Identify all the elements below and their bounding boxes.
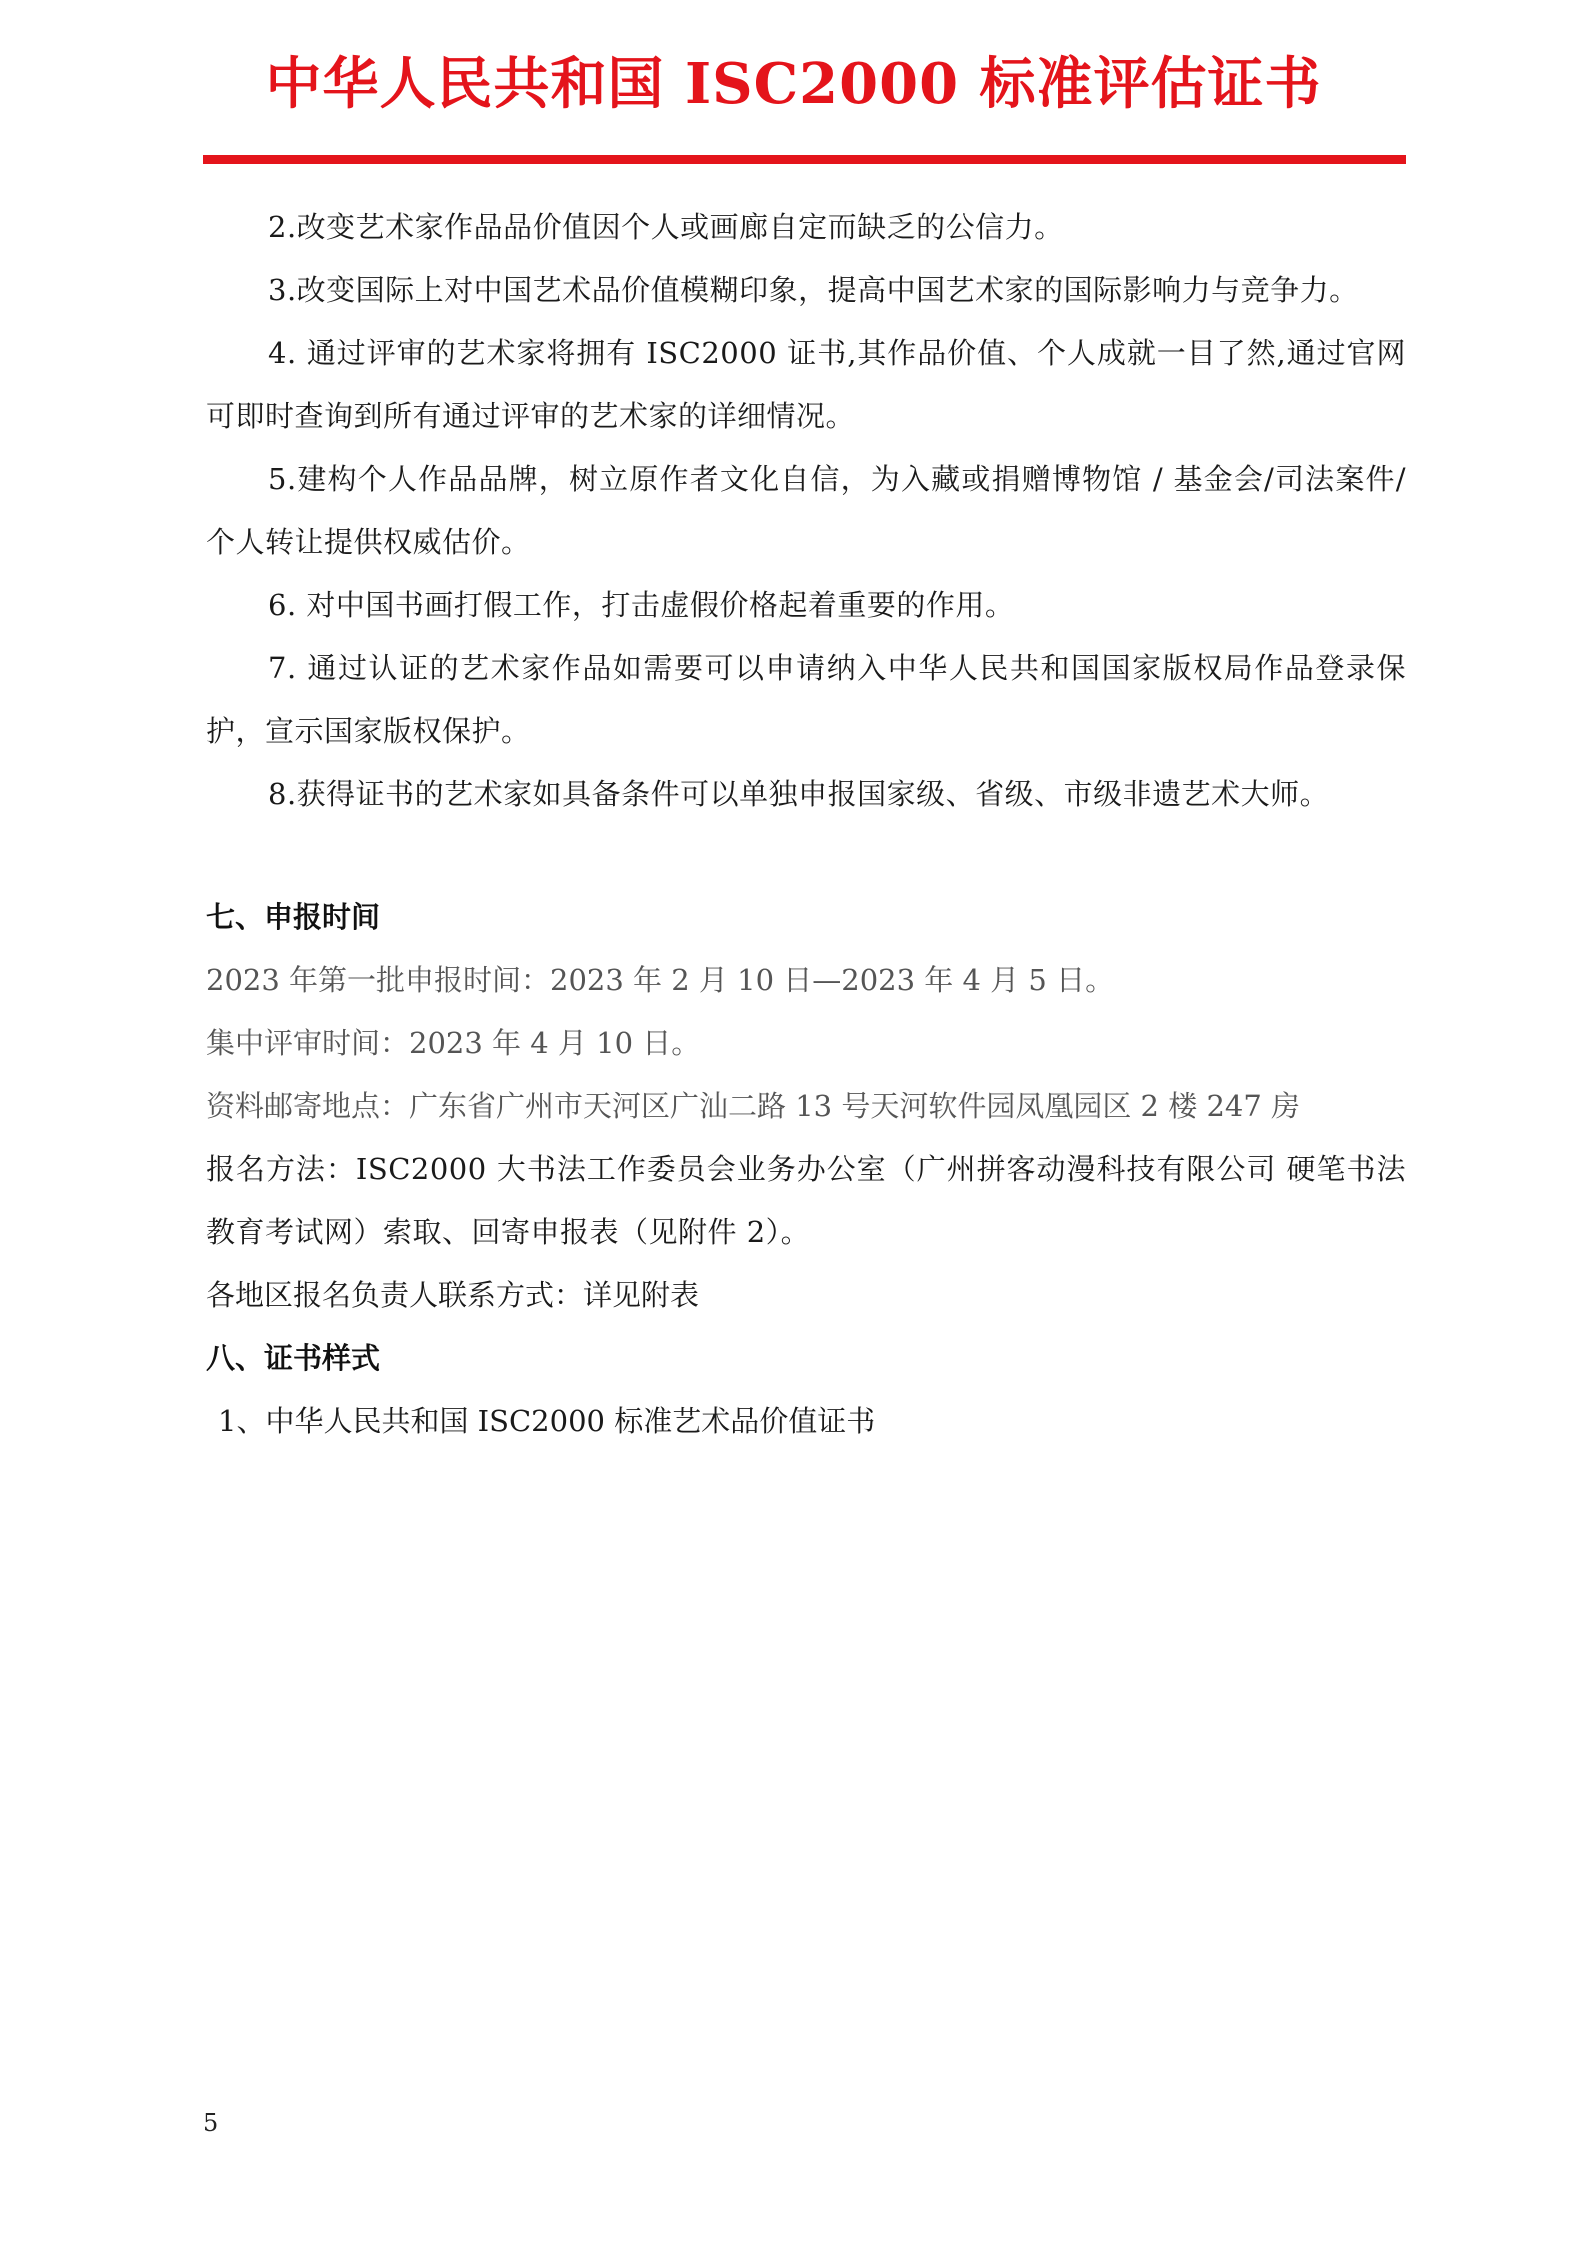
benefit-item: 4. 通过评审的艺术家将拥有 ISC2000 证书,其作品价值、个人成就一目了然,通过官网可即时查询到所有通过评审的艺术家的详细情况。 [206, 336, 1406, 433]
first-batch-period: 2023 年第一批申报时间：2023 年 2 月 10 日—2023 年 4 月 5 日。 [206, 963, 1115, 997]
benefit-item: 6. 对中国书画打假工作，打击虚假价格起着重要的作用。 [268, 588, 1015, 622]
certificate-style-item: 1、中华人民共和国 ISC2000 标准艺术品价值证书 [218, 1404, 876, 1438]
benefit-item: 5.建构个人作品品牌，树立原作者文化自信，为入藏或捐赠博物馆 / 基金会/司法案件/个人转让提供权威估价。 [206, 462, 1406, 559]
document-header-title: 中华人民共和国 ISC2000 标准评估证书 [265, 51, 1322, 117]
benefit-item: 7. 通过认证的艺术家作品如需要可以申请纳入中华人民共和国国家版权局作品登录保护，宣示国家版权保护。 [206, 651, 1406, 748]
review-date: 集中评审时间：2023 年 4 月 10 日。 [206, 1026, 701, 1060]
page-number: 5 [203, 2109, 219, 2137]
header-red-rule [203, 155, 1406, 164]
benefit-item: 8.获得证书的艺术家如具备条件可以单独申报国家级、省级、市级非遗艺术大师。 [268, 777, 1330, 811]
mailing-address: 资料邮寄地点：广东省广州市天河区广汕二路 13 号天河软件园凤凰园区 2 楼 247 房 [206, 1089, 1301, 1123]
section-heading-certificate-style: 八、证书样式 [206, 1341, 381, 1375]
regional-contacts: 各地区报名负责人联系方式：详见附表 [206, 1278, 700, 1312]
registration-method: 报名方法：ISC2000 大书法工作委员会业务办公室（广州拼客动漫科技有限公司 硬笔书法教育考试网）索取、回寄申报表（见附件 2）。 [206, 1152, 1406, 1249]
benefit-item: 3.改变国际上对中国艺术品价值模糊印象，提高中国艺术家的国际影响力与竞争力。 [268, 273, 1359, 307]
benefit-item: 2.改变艺术家作品品价值因个人或画廊自定而缺乏的公信力。 [268, 210, 1064, 244]
section-heading-application-time: 七、申报时间 [206, 900, 381, 934]
document-body [206, 196, 1406, 1453]
section-spacer [206, 826, 1406, 886]
